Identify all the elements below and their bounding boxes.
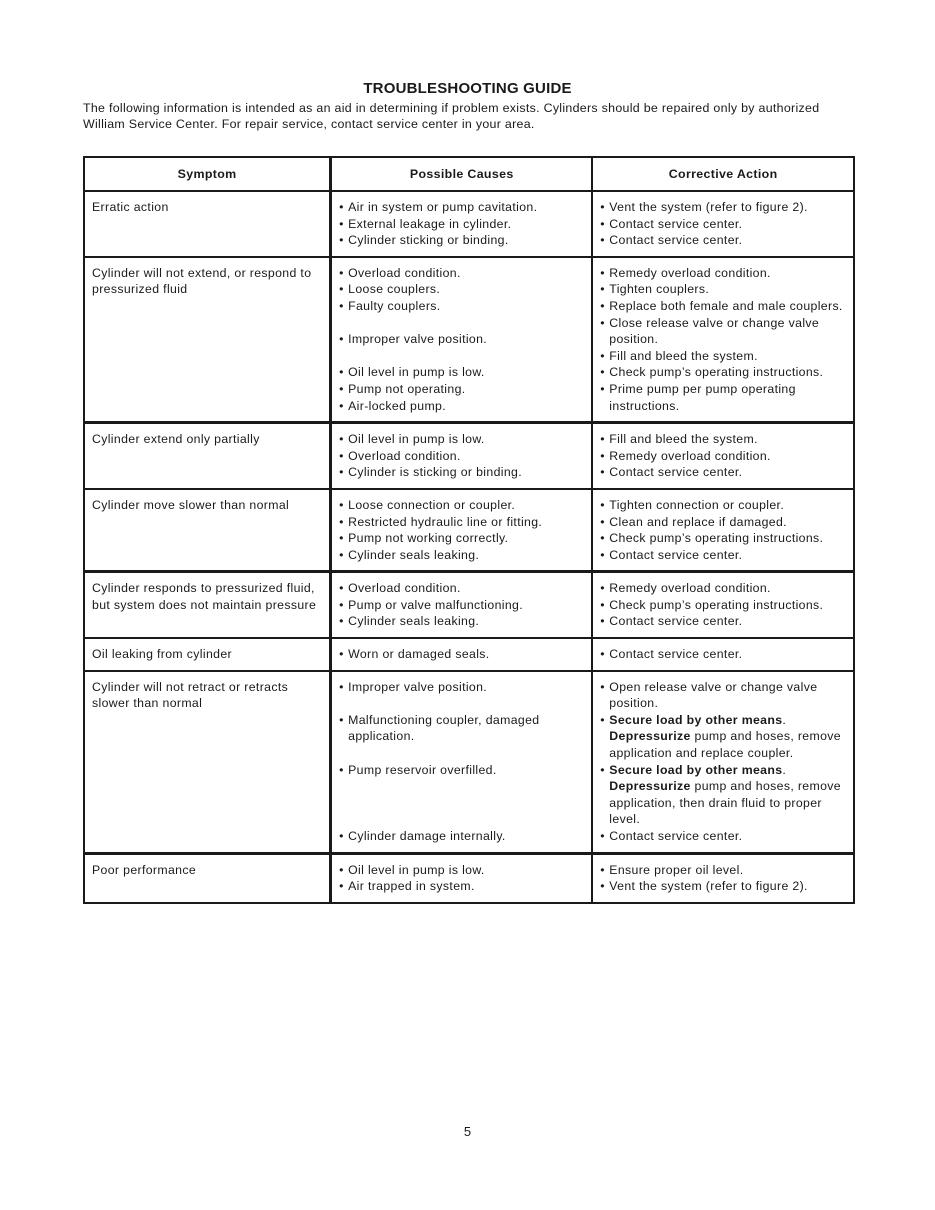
action-item: • Check pump’s operating instructions. bbox=[600, 364, 847, 381]
cause-item: • Pump or valve malfunctioning. bbox=[339, 597, 585, 614]
symptom-cell: Cylinder responds to pressurized fluid, but system does not maintain pressure bbox=[84, 572, 331, 638]
causes-cell bbox=[331, 257, 593, 423]
table-row bbox=[84, 423, 854, 489]
action-item bbox=[600, 762, 847, 828]
causes-cell bbox=[331, 423, 593, 489]
symptom-cell: Cylinder will not retract or retracts slower than normal bbox=[84, 671, 331, 853]
separator-text: . bbox=[782, 762, 787, 777]
action-cell bbox=[592, 257, 854, 423]
cause-item: • Loose couplers. bbox=[339, 281, 585, 298]
cause-item: • Cylinder seals leaking. bbox=[339, 613, 585, 630]
action-cell bbox=[592, 572, 854, 638]
table-row bbox=[84, 638, 854, 671]
action-cell bbox=[592, 423, 854, 489]
symptom-cell: Poor performance bbox=[84, 853, 331, 903]
action-cell bbox=[592, 489, 854, 572]
cause-item: • Faulty couplers. bbox=[339, 298, 585, 315]
action-item: • Vent the system (refer to figure 2). bbox=[600, 878, 847, 895]
action-item: • Fill and bleed the system. bbox=[600, 348, 847, 365]
action-item: • Fill and bleed the system. bbox=[600, 431, 847, 448]
action-cell bbox=[592, 191, 854, 257]
action-item: • Prime pump per pump operating instructions. bbox=[600, 381, 847, 414]
symptom-cell: Cylinder will not extend, or respond to pressurized fluid bbox=[84, 257, 331, 423]
symptom-cell: Cylinder extend only partially bbox=[84, 423, 331, 489]
symptom-cell: Cylinder move slower than normal bbox=[84, 489, 331, 572]
action-item: • Tighten couplers. bbox=[600, 281, 847, 298]
cause-item: • Restricted hydraulic line or fitting. bbox=[339, 514, 585, 531]
causes-cell bbox=[331, 671, 593, 853]
cause-item: • Cylinder sticking or binding. bbox=[339, 232, 585, 249]
cause-item: • Pump reservoir overfilled. bbox=[339, 762, 585, 779]
action-item: • Ensure proper oil level. bbox=[600, 862, 847, 879]
troubleshooting-table bbox=[83, 156, 855, 904]
action-item: • Contact service center. bbox=[600, 646, 847, 663]
cause-item: • Improper valve position. bbox=[339, 679, 585, 696]
causes-cell bbox=[331, 853, 593, 903]
action-item: • Remedy overload condition. bbox=[600, 580, 847, 597]
cause-item: • Overload condition. bbox=[339, 265, 585, 282]
cause-item: • Cylinder seals leaking. bbox=[339, 547, 585, 564]
action-item: • Check pump’s operating instructions. bbox=[600, 530, 847, 547]
cause-item: • Overload condition. bbox=[339, 448, 585, 465]
cause-item: • Improper valve position. bbox=[339, 331, 585, 348]
cause-item: • Air-locked pump. bbox=[339, 398, 585, 415]
table-row bbox=[84, 191, 854, 257]
cause-item: • Air trapped in system. bbox=[339, 878, 585, 895]
action-header: Corrective Action bbox=[592, 157, 854, 191]
action-item: • Clean and replace if damaged. bbox=[600, 514, 847, 531]
action-text: pump and hoses, remove application, then drain fluid to proper level. bbox=[609, 779, 841, 827]
action-item: • Contact service center. bbox=[600, 232, 847, 249]
table-row bbox=[84, 572, 854, 638]
causes-cell bbox=[331, 191, 593, 257]
bold-warning-text: Depressurize bbox=[609, 729, 691, 744]
action-item: • Contact service center. bbox=[600, 216, 847, 233]
cause-item: • Worn or damaged seals. bbox=[339, 646, 585, 663]
action-item: • Contact service center. bbox=[600, 547, 847, 564]
cause-item: • Oil level in pump is low. bbox=[339, 862, 585, 879]
cause-item: • Pump not working correctly. bbox=[339, 530, 585, 547]
intro-paragraph: The following information is intended as an aid in determining if problem exists. Cylinders should be repaired only by authorized William Service Center. For repair service, contact service center in your area. bbox=[83, 101, 820, 131]
symptom-cell: Erratic action bbox=[84, 191, 331, 257]
action-item: • Replace both female and male couplers. bbox=[600, 298, 847, 315]
bold-warning-text: Secure load by other means bbox=[609, 762, 783, 777]
bold-warning-text: Depressurize bbox=[609, 779, 691, 794]
action-item: • Contact service center. bbox=[600, 613, 847, 630]
table-row bbox=[84, 489, 854, 572]
action-item: • Close release valve or change valve position. bbox=[600, 315, 847, 348]
table-header-row bbox=[84, 157, 854, 191]
action-cell bbox=[592, 638, 854, 671]
cause-item: • Overload condition. bbox=[339, 580, 585, 597]
table-row bbox=[84, 257, 854, 423]
action-item: • Check pump’s operating instructions. bbox=[600, 597, 847, 614]
bold-warning-text: Secure load by other means bbox=[609, 712, 783, 727]
cause-item: • Cylinder damage internally. bbox=[339, 828, 585, 845]
action-cell bbox=[592, 671, 854, 853]
cause-item: • Pump not operating. bbox=[339, 381, 585, 398]
cause-item: • Cylinder is sticking or binding. bbox=[339, 464, 585, 481]
cause-item: • External leakage in cylinder. bbox=[339, 216, 585, 233]
cause-item: • Air in system or pump cavitation. bbox=[339, 199, 585, 216]
action-item: • Contact service center. bbox=[600, 464, 847, 481]
causes-cell bbox=[331, 638, 593, 671]
cause-item: • Malfunctioning coupler, damaged application. bbox=[339, 712, 585, 745]
table-row bbox=[84, 671, 854, 853]
action-cell bbox=[592, 853, 854, 903]
action-item: • Remedy overload condition. bbox=[600, 448, 847, 465]
separator-text: . bbox=[782, 712, 787, 727]
causes-cell bbox=[331, 489, 593, 572]
cause-item: • Oil level in pump is low. bbox=[339, 431, 585, 448]
symptom-header: Symptom bbox=[84, 157, 331, 191]
symptom-cell: Oil leaking from cylinder bbox=[84, 638, 331, 671]
action-item: • Contact service center. bbox=[600, 828, 847, 845]
action-item: • Vent the system (refer to figure 2). bbox=[600, 199, 847, 216]
causes-header: Possible Causes bbox=[331, 157, 593, 191]
cause-item: • Oil level in pump is low. bbox=[339, 364, 585, 381]
page-title: TROUBLESHOOTING GUIDE bbox=[363, 80, 572, 97]
action-text: pump and hoses, remove application and replace coupler. bbox=[609, 729, 841, 761]
action-item: • Open release valve or change valve position. bbox=[600, 679, 847, 712]
causes-cell bbox=[331, 572, 593, 638]
table-row bbox=[84, 853, 854, 903]
action-item: • Tighten connection or coupler. bbox=[600, 497, 847, 514]
action-item: • Remedy overload condition. bbox=[600, 265, 847, 282]
page-number: 5 bbox=[463, 1124, 472, 1139]
action-item bbox=[600, 712, 847, 762]
cause-item: • Loose connection or coupler. bbox=[339, 497, 585, 514]
